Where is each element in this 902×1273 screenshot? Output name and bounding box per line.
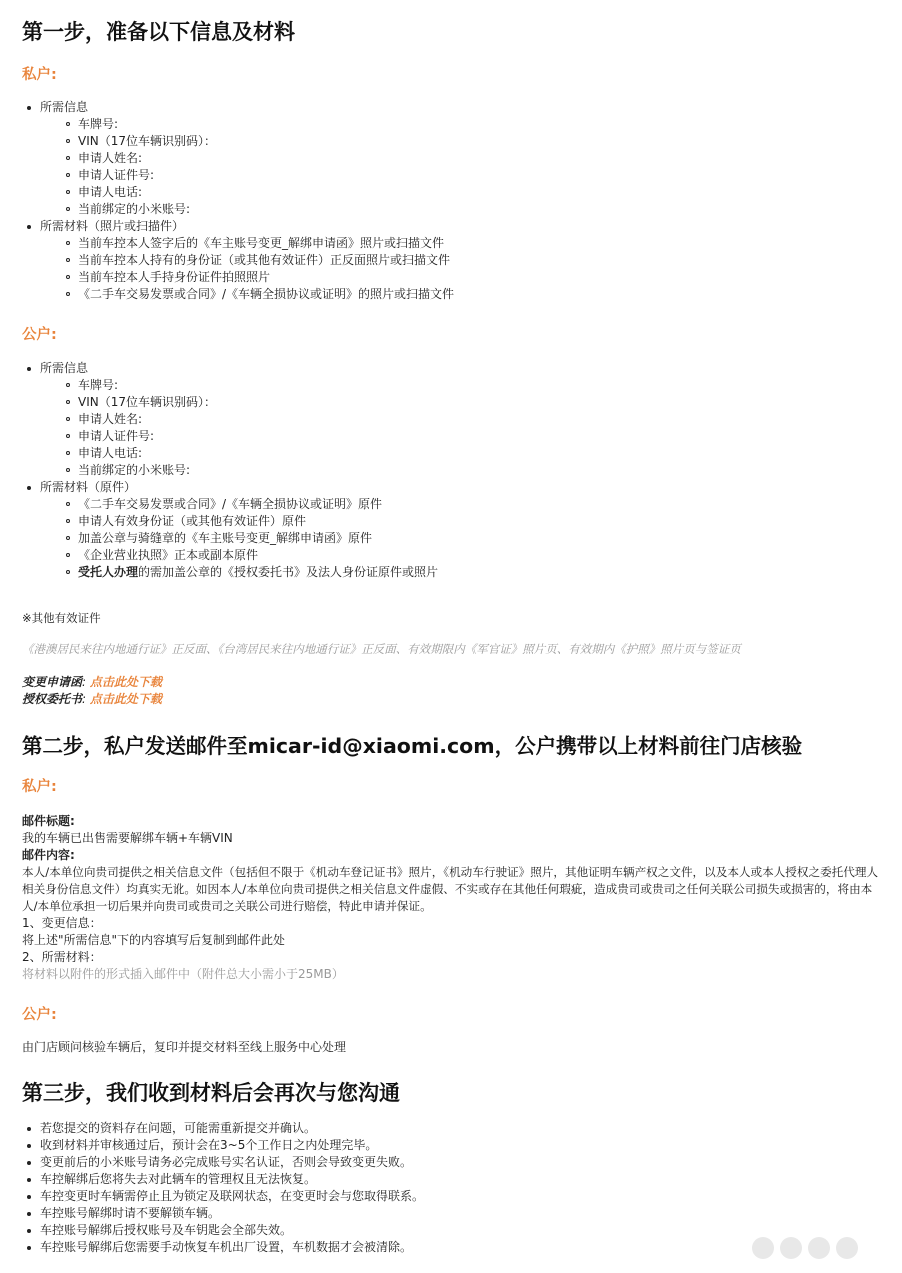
watermark-dot	[808, 1237, 830, 1259]
step2-private-heading: 私户:	[22, 779, 57, 795]
list-item: VIN（17位车辆识别码）：	[78, 133, 454, 150]
email-content-label: 邮件内容:	[22, 848, 75, 862]
change-info-text: 将上述"所需信息"下的内容填写后复制到邮件此处	[22, 933, 286, 947]
step1-public-info-list	[40, 377, 438, 479]
list-item: 所需材料（原件） 《二手车交易发票或合同》/《车辆全损协议或证明》原件 申请人有效身份证（或其他有效证件）原件 加盖公章与骑缝章的《车主账号变更_解绑申请函》原件 《企业营业执照》正本或副本原件 受托人办理的需加盖公章的《授权委托书》及法人身份证原件或照片	[40, 480, 439, 579]
authorization-download-link[interactable]: 点击此处下载	[89, 692, 162, 706]
list-item: 申请人证件号:	[78, 167, 454, 184]
step2-public-text: 由门店顾问核验车辆后，复印并提交材料至线上服务中心处理	[22, 1040, 347, 1054]
list-item: 申请人姓名:	[78, 411, 438, 428]
step1-private-heading: 私户:	[22, 67, 57, 83]
watermark-dot	[836, 1237, 858, 1259]
step1-public-heading: 公户:	[22, 327, 57, 343]
trustee-label: 受托人办理	[78, 565, 139, 579]
step1-public-list	[22, 360, 438, 581]
step3-title: 第三步，我们收到材料后会再次与您沟通	[22, 1081, 400, 1105]
list-item: 申请人电话:	[78, 445, 438, 462]
list-item: 申请人有效身份证（或其他有效证件）原件	[78, 513, 438, 530]
list-item: 《企业营业执照》正本或副本原件	[78, 547, 438, 564]
watermark-dot	[752, 1237, 774, 1259]
list-item: 当前车控本人手持身份证件拍照照片	[78, 269, 454, 286]
list-item: 加盖公章与骑缝章的《车主账号变更_解绑申请函》原件	[78, 530, 438, 547]
list-item: 若您提交的资料存在问题，可能需重新提交并确认。	[40, 1120, 424, 1137]
step1-private-materials-list	[40, 235, 454, 303]
list-item: 车牌号:	[78, 377, 438, 394]
change-info-label: 1、变更信息：	[22, 916, 102, 930]
list-item: 车控账号解绑后授权账号及车钥匙会全部失效。	[40, 1222, 424, 1239]
list-item: 所需信息 车牌号: VIN（17位车辆识别码）： 申请人姓名: 申请人证件号: 申请人电话: 当前绑定的小米账号:	[40, 99, 454, 218]
list-item: 变更前后的小米账号请务必完成账号实名认证，否则会导致变更失败。	[40, 1154, 424, 1171]
list-item: 受托人办理的需加盖公章的《授权委托书》及法人身份证原件或照片	[78, 565, 439, 579]
email-instructions	[22, 813, 882, 983]
authorization-row: 授权委托书: 点击此处下载	[22, 692, 162, 706]
list-item: 当前绑定的小米账号:	[78, 462, 438, 479]
email-subject-text: 我的车辆已出售需要解绑车辆+车辆VIN	[22, 831, 233, 845]
list-item: 车牌号:	[78, 116, 454, 133]
list-item: 车控账号解绑时请不要解锁车辆。	[40, 1205, 424, 1222]
step1-private-list	[22, 99, 454, 303]
change-letter-row: 变更申请函: 点击此处下载	[22, 675, 162, 689]
list-item: 所需信息 车牌号: VIN（17位车辆识别码）： 申请人姓名: 申请人证件号: 申请人电话: 当前绑定的小米账号:	[40, 360, 438, 479]
list-item: 当前车控本人持有的身份证（或其他有效证件）正反面照片或扫描文件	[78, 252, 454, 269]
list-item: 《二手车交易发票或合同》/《车辆全损协议或证明》的照片或扫描文件	[78, 287, 455, 301]
other-ids-label: ※其他有效证件	[22, 611, 101, 625]
list-item: 车控解绑后您将失去对此辆车的管理权且无法恢复。	[40, 1171, 424, 1188]
change-letter-download-link[interactable]: 点击此处下载	[89, 675, 162, 689]
email-subject-label: 邮件标题:	[22, 814, 75, 828]
list-item: 收到材料并审核通过后，预计会在3~5个工作日之内处理完毕。	[40, 1137, 424, 1154]
list-item: 《二手车交易发票或合同》/《车辆全损协议或证明》原件	[78, 496, 438, 513]
step3-list	[22, 1120, 424, 1256]
step1-title: 第一步，准备以下信息及材料	[22, 20, 295, 44]
materials-label: 2、所需材料：	[22, 950, 102, 964]
list-item: 申请人电话:	[78, 184, 454, 201]
watermark-dots	[752, 1233, 872, 1263]
list-item: 当前车控本人签字后的《车主账号变更_解绑申请函》照片或扫描文件	[78, 235, 454, 252]
materials-text: 将材料以附件的形式插入邮件中（附件总大小需小于25MB）	[22, 967, 344, 981]
list-item: 车控账号解绑后您需要手动恢复车机出厂设置，车机数据才会被清除。	[40, 1239, 424, 1256]
list-item: VIN（17位车辆识别码）：	[78, 394, 438, 411]
step1-public-materials-list	[40, 496, 438, 581]
list-item: 所需材料（照片或扫描件） 当前车控本人签字后的《车主账号变更_解绑申请函》照片或扫描文件 当前车控本人持有的身份证（或其他有效证件）正反面照片或扫描文件 当前车控本人手持身份证件拍照照片 《二手车交易发票或合同》/《车辆全损协议或证明》的照片或扫描文件	[40, 219, 455, 301]
watermark-dot	[780, 1237, 802, 1259]
other-ids-text: 《港澳居民来往内地通行证》正反面、《台湾居民来往内地通行证》正反面、有效期限内《军官证》照片页、有效期内《护照》照片页与签证页	[22, 642, 741, 656]
list-item: 当前绑定的小米账号:	[78, 201, 454, 218]
list-item: 申请人证件号:	[78, 428, 438, 445]
email-content-text: 本人/本单位向贵司提供之相关信息文件（包括但不限于《机动车登记证书》照片，《机动车行驶证》照片，其他证明车辆产权之文件，以及本人或本人授权之委托代理人相关身份信息文件）均真实无讹。如因本人/本单位向贵司提供之相关信息文件虚假、不实或存在其他任何瑕疵，造成贵司或贵司之任何关联公司损失或损害的，将由本人/本单位承担一切后果并向贵司或贵司之关联公司进行赔偿，特此申请并保证。	[22, 865, 879, 913]
step2-public-heading: 公户:	[22, 1007, 57, 1023]
list-item: 申请人姓名:	[78, 150, 454, 167]
list-item: 车控变更时车辆需停止且为锁定及联网状态，在变更时会与您取得联系。	[40, 1189, 425, 1203]
step2-title: 第二步，私户发送邮件至micar-id@xiaomi.com，公户携带以上材料前往门店核验	[22, 734, 803, 758]
step1-private-info-list	[40, 116, 454, 218]
